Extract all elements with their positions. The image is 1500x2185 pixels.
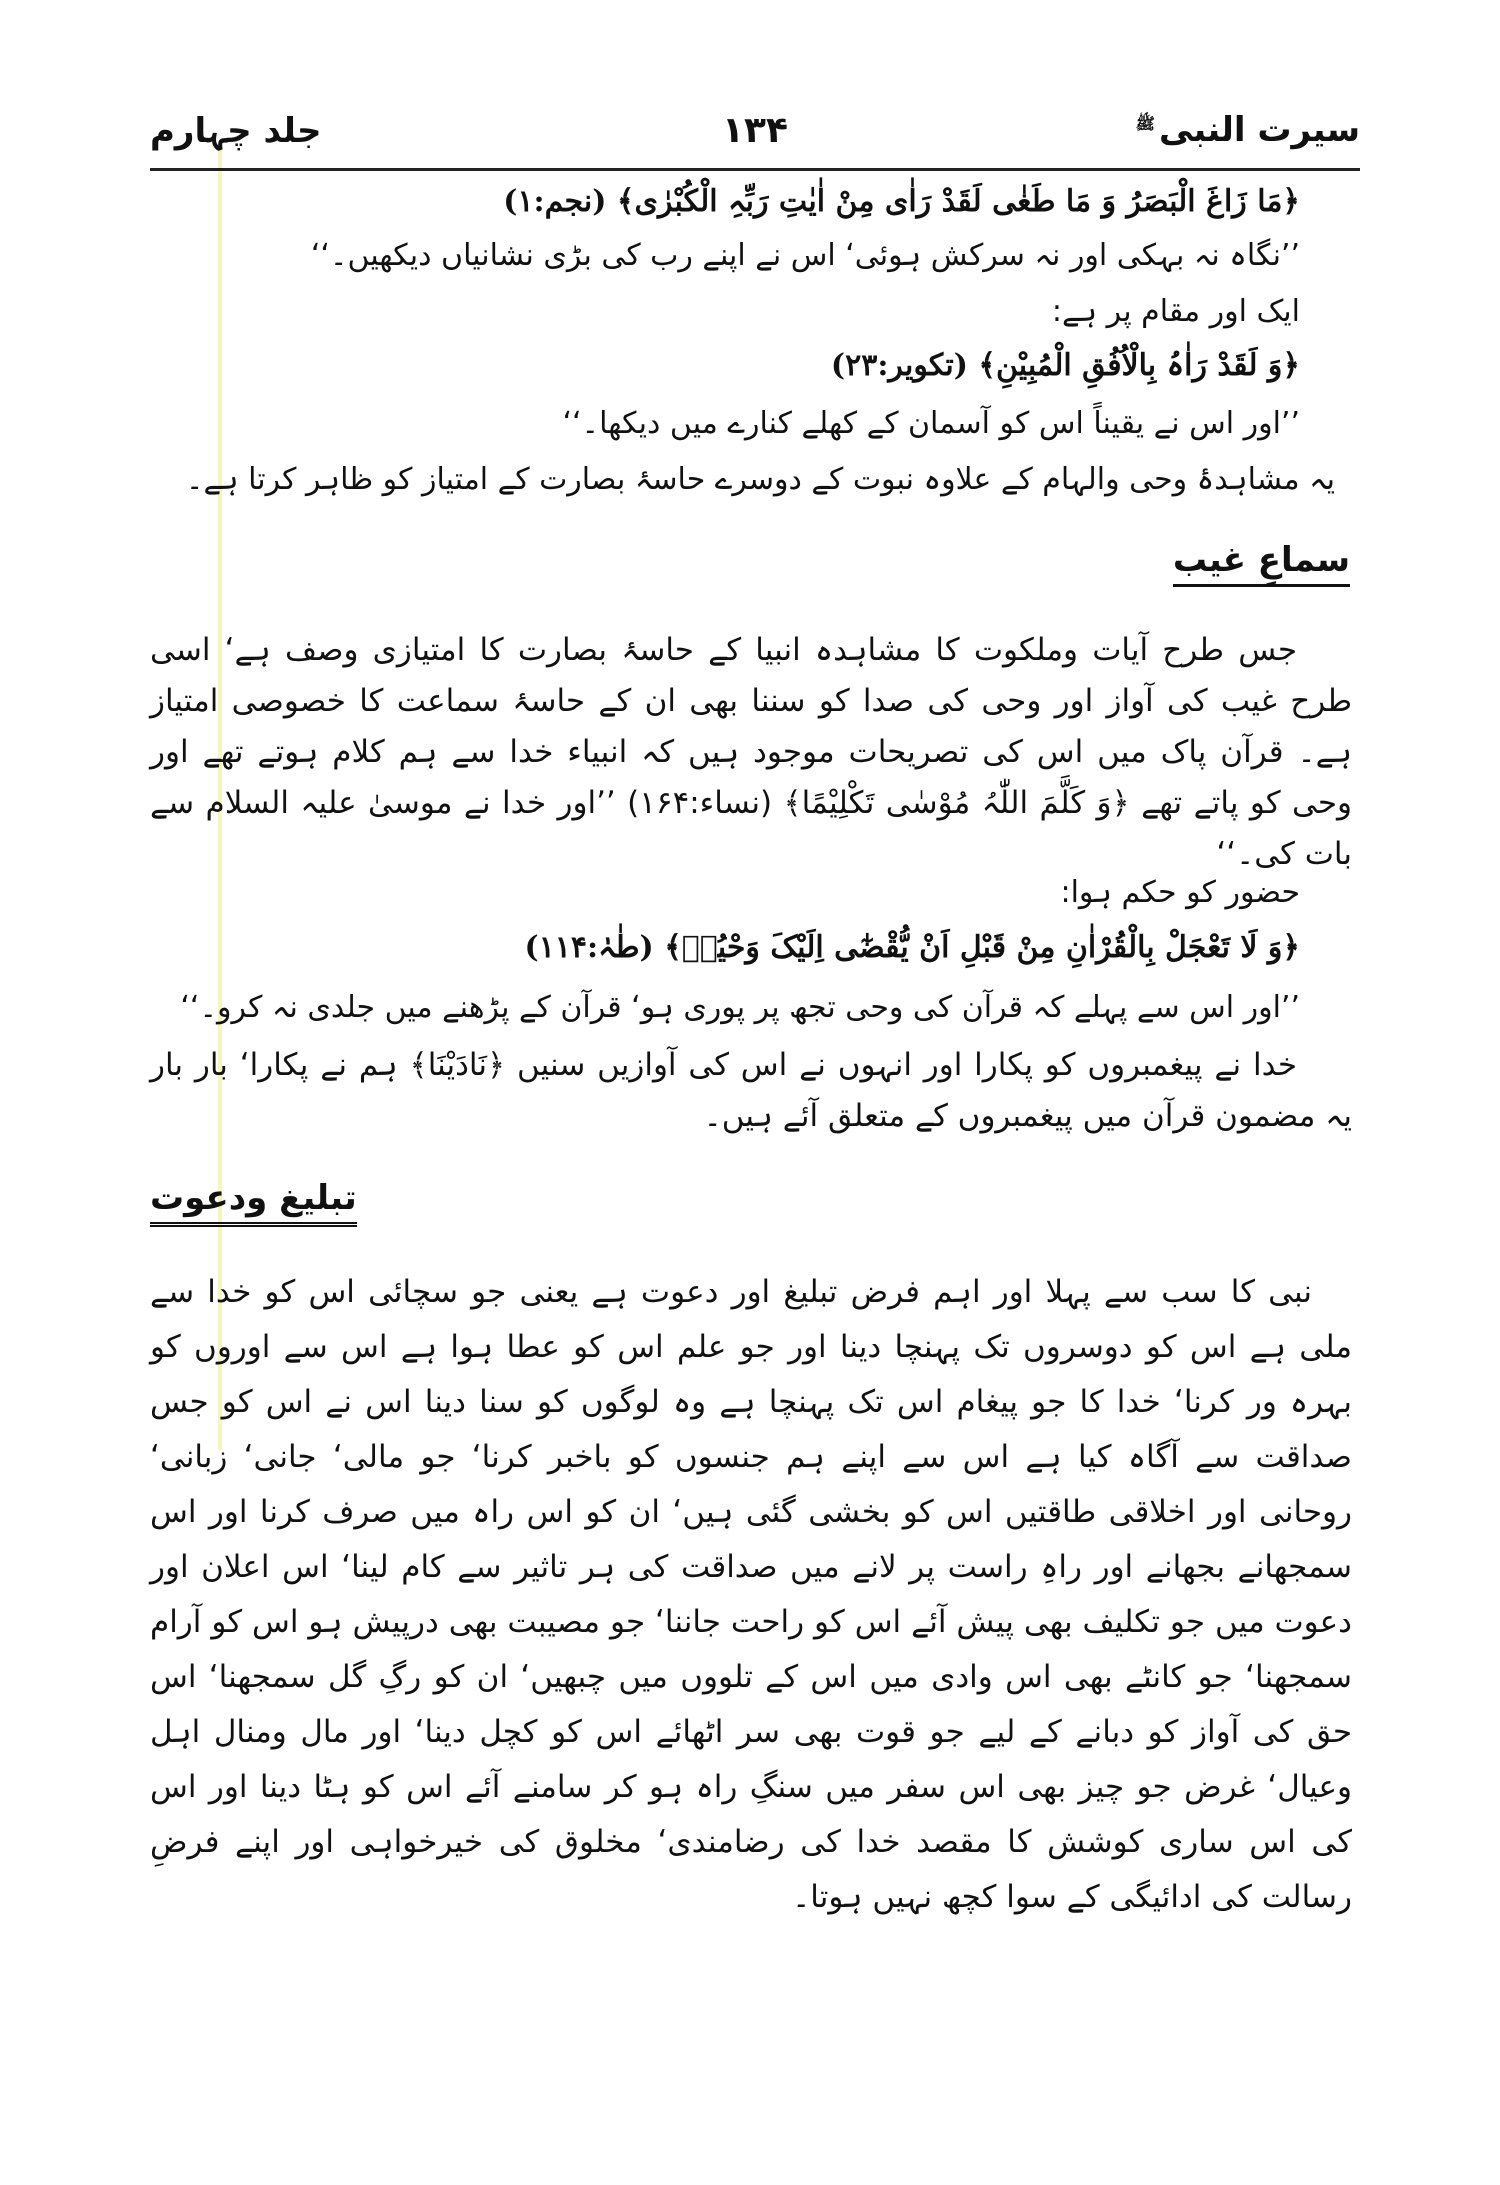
paragraph-sama-e-ghaib: جس طرح آیات وملکوت کا مشاہدہ انبیا کے حاسۂ بصارت کا امتیازی وصف ہے‘ اسی طرح غیب کی آواز اور وحی کی صدا کو سننا بھی ان کے حاسۂ سماعت کا خصوصی امتیاز ہے۔ قرآن پاک میں اس کی تصریحات موجود ہیں کہ انبیاء خدا سے ہم کلام ہوتے تھے اور وحی کو پاتے تھے ﴿وَ کَلَّمَ اللّٰہُ مُوْسٰی تَکْلِیْمًا﴾ (نساء:۱۶۴) ’’اور خدا نے موسیٰ علیہ السلام سے بات کی۔‘‘ — [150, 632, 1352, 872]
verse-taha: ﴿وَ لَا تَعْجَلْ بِالْقُرْاٰنِ مِنْ قَبْلِ اَنْ یُّقْضٰٓی اِلَیْکَ وَحْیُہٗ﴾ (طٰہٰ:۱۱۴) — [524, 930, 1300, 965]
intro-another-place: ایک اور مقام پر ہے: — [1051, 294, 1300, 329]
section-heading-sama-e-ghaib: سماعِ غیب — [1173, 540, 1350, 587]
section-heading-tableegh: تبلیغ ودعوت — [150, 1178, 357, 1227]
summary-line: یہ مشاہدۂ وحی والہام کے علاوہ نبوت کے دوسرے حاسۂ بصارت کے امتیاز کو ظاہر کرتا ہے۔ — [185, 462, 1335, 497]
paragraph-tableegh: نبی کا سب سے پہلا اور اہم فرض تبلیغ اور دعوت ہے یعنی جو سچائی اس کو خدا سے ملی ہے اس کو دوسروں تک پہنچا دینا اور جو علم اس کو عطا ہوا ہے اس سے اوروں کو بہرہ ور کرنا‘ خدا کا جو پیغام اس تک پہنچا ہے وہ لوگوں کو سنا دینا اس نے اس کو جس صداقت سے آگاہ کیا ہے اس سے اپنے ہم جنسوں کو باخبر کرنا‘ جو مالی‘ جانی‘ زبانی‘ روحانی اور اخلاقی طاقتیں اس کو بخشی گئی ہیں‘ ان کو اس راہ میں صرف کرنا اور اس سمجھانے بجھانے اور راہِ راست پر لانے میں صداقت کی ہر تاثیر سے کام لینا‘ اس اعلان اور دعوت میں جو تکلیف بھی پیش آئے اس کو راحت جاننا‘ جو مصیبت بھی درپیش ہو اس کو آرام سمجھنا‘ جو کانٹے بھی اس وادی میں اس کے تلووں میں چبھیں‘ ان کو رگِ گل سمجھنا‘ اس حق کی آواز کو دبانے کے لیے جو قوت بھی سر اٹھائے اس کو کچل دینا‘ اور مال ومنال اہل وعیال‘ غرض جو چیز بھی اس سفر میں سنگِ راہ ہو کر سامنے آئے اس کو ہٹا دینا اور اس کی اس ساری کوشش کا مقصد خدا کی رضامندی‘ مخلوق کی خیرخواہی اور اپنے فرضِ رسالت کی ادائیگی کے سوا کچھ نہیں ہوتا۔ — [150, 1274, 1352, 1915]
translation-takweer: ’’اور اس نے یقیناً اس کو آسمان کے کھلے کنارے میں دیکھا۔‘‘ — [562, 406, 1300, 441]
header-divider — [150, 168, 1360, 171]
translation-najm: ’’نگاہ نہ بہکی اور نہ سرکش ہوئی‘ اس نے اپنے رب کی بڑی نشانیاں دیکھیں۔‘‘ — [310, 238, 1300, 273]
book-title-text: سیرت النبی — [1158, 110, 1360, 150]
page-number: ۱۳۴ — [722, 110, 788, 151]
honorific-mark: ﷺ — [1135, 113, 1155, 133]
volume-label: جلد چہارم — [150, 111, 322, 151]
verse-najm: ﴿مَا زَاغَ الْبَصَرُ وَ مَا طَغٰی لَقَدْ رَاٰی مِنْ اٰیٰتِ رَبِّہِ الْکُبْرٰی﴾ (نجم:۱) — [503, 184, 1300, 219]
page-header — [150, 110, 1360, 170]
translation-taha: ’’اور اس سے پہلے کہ قرآن کی وحی تجھ پر پوری ہو‘ قرآن کے پڑھنے میں جلدی نہ کرو۔‘‘ — [180, 990, 1300, 1025]
paragraph-prophets-called: خدا نے پیغمبروں کو پکارا اور انہوں نے اس کی آوازیں سنیں ﴿نَادَیْنَا﴾ ہم نے پکارا‘ بار بار یہ مضمون قرآن میں پیغمبروں کے متعلق آئے ہیں۔ — [150, 1047, 1352, 1134]
verse-takweer: ﴿وَ لَقَدْ رَاٰہُ بِالْاُفُقِ الْمُبِیْنِ﴾ (تکویر:۲۳) — [830, 348, 1300, 383]
book-title — [1136, 110, 1360, 150]
intro-huzoor-command: حضور کو حکم ہوا: — [1060, 875, 1300, 910]
